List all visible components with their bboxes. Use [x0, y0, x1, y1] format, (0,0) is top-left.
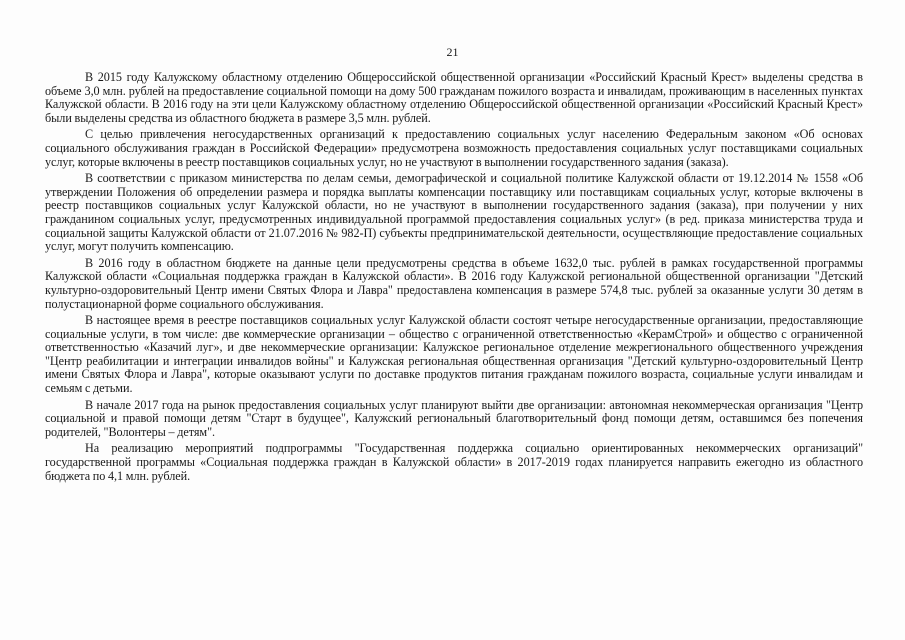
paragraph-federal-law: С целью привлечения негосударственных организаций к предоставлению социальных услуг населению Федеральным законом «Об основах социального обслуживания граждан в Российской Федерации» предусмотрена возможность предоставления социальных услуг поставщиками социальных услуг, которые включены в реестр поставщиков социальных услуг, но не участвуют в выполнении государственного задания (заказа).	[45, 127, 863, 169]
paragraph-subprogram-funding: На реализацию мероприятий подпрограммы "Государственная поддержка социально ориентированных некоммерческих организаций" государственной программы «Социальная поддержка граждан в Калужской области» в 2017-2019 годах планируется направить ежегодно из областного бюджета по 4,1 млн. рублей.	[45, 441, 863, 483]
paragraph-red-cross-funding: В 2015 году Калужскому областному отделению Общероссийской общественной организации «Российский Красный Крест» выделены средства в объеме 3,0 млн. рублей на предоставление социальной помощи на дому 500 гражданам пожилого возраста и инвалидам, проживающим в населенных пунктах Калужской области. В 2016 году на эти цели Калужскому областному отделению Общероссийской общественной организации «Российский Красный Крест» были выделены средства из областного бюджета в размере 3,5 млн. рублей.	[45, 70, 863, 125]
paragraph-provider-registry: В настоящее время в реестре поставщиков социальных услуг Калужской области состоят четыре негосударственные организации, предоставляющие социальные услуги, в том числе: две коммерческие организации – общество с ограниченной ответственностью «КерамСтрой» и общество с ограниченной ответственностью «Казачий луг», и две некоммерческие организации: Калужское региональное отделение межрегионального общественного учреждения "Центр реабилитации и интеграции инвалидов войны" и Калужская региональная общественная организация "Детский культурно-оздоровительный Центр имени Святых Флора и Лавра", которые оказывают услуги по доставке продуктов питания гражданам пожилого возраста, социальные услуги инвалидам и семьям с детьми.	[45, 313, 863, 396]
paragraph-budget-2016: В 2016 году в областном бюджете на данные цели предусмотрены средства в объеме 1632,0 тыс. рублей в рамках государственной программы Калужской области «Социальная поддержка граждан в Калужской области». В 2016 году Калужской региональной общественной организации "Детский культурно-оздоровительный Центр имени Святых Флора и Лавра" предоставлена компенсация в размере 574,8 тыс. рублей за оказанные услуги 30 детям в полустационарной форме социального обслуживания.	[45, 255, 863, 311]
paragraph-2017-organizations: В начале 2017 года на рынок предоставления социальных услуг планируют выйти две организации: автономная некоммерческая организация "Центр социальной и правой помощи детям "Старт в будущее", Калужский региональный благотворительный фонд помощи детям, оставшимся без попечения родителей, "Волонтеры – детям".	[45, 397, 863, 439]
paragraph-ministry-order: В соответствии с приказом министерства по делам семьи, демографической и социальной политике Калужской области от 19.12.2014 № 1558 «Об утверждении Положения об определении размера и порядка выплаты компенсации поставщику или поставщикам социальных услуг, которые включены в реестр поставщиков социальных услуг Калужской области, но не участвуют в выполнении государственного задания (заказа), при получении у них гражданином социальных услуг, предусмотренных индивидуальной программой предоставления социальных услуг» (в ред. приказа министерства труда и социальной защиты Калужской области от 21.07.2016 № 982-П) субъекты предпринимательской деятельности, осуществляющие предоставление социальных услуг, могут получить компенсацию.	[45, 171, 863, 254]
page-number: 21	[446, 45, 459, 59]
document-body	[45, 71, 863, 486]
